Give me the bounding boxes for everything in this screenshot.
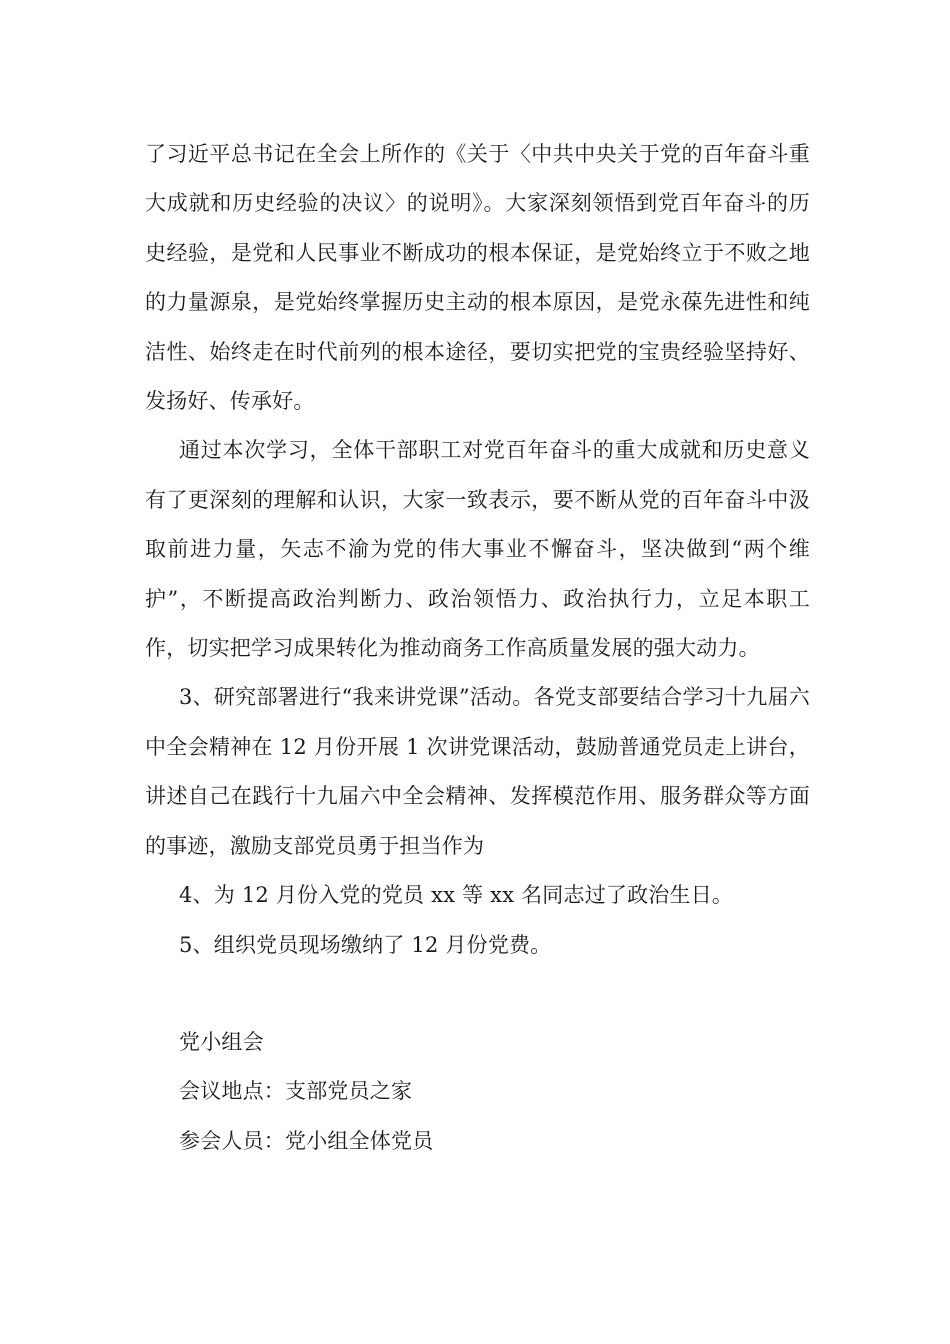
section-spacer [145,970,810,1018]
paragraph-continued: 了习近平总书记在全会上所作的《关于〈中共中央关于党的百年奋斗重大成就和历史经验的决议〉的说明》。大家深刻领悟到党百年奋斗的历史经验，是党和人民事业不断成功的根本保证，是党始终立于不败之地的力量源泉，是党始终掌握历史主动的根本原因，是党永葆先进性和纯洁性、始终走在时代前列的根本途径，要切实把党的宝贵经验坚持好、发扬好、传承好。 [145,142,810,414]
paragraph-item-3: 3、研究部署进行“我来讲党课”活动。各党支部要结合学习十九届六中全会精神在 12 月份开展 1 次讲党课活动，鼓励普通党员走上讲台，讲述自己在践行十九届六中全会精神、发挥模范作用、服务群众等方面的事迹，激励支部党员勇于担当作为 [145,685,810,858]
paragraph-item-4: 4、为 12 月份入党的党员 xx 等 xx 名同志过了政治生日。 [179,883,734,908]
document-body [145,130,810,1166]
paragraph-study-summary: 通过本次学习，全体干部职工对党百年奋斗的重大成就和历史意义有了更深刻的理解和认识，大家一致表示，要不断从党的百年奋斗中汲取前进力量，矢志不渝为党的伟大事业不懈奋斗，坚决做到“两个维护”，不断提高政治判断力、政治领悟力、政治执行力，立足本职工作，切实把学习成果转化为推动商务工作高质量发展的强大动力。 [145,438,810,661]
meeting-attendees: 参会人员：党小组全体党员 [179,1128,434,1153]
meeting-location: 会议地点：支部党员之家 [179,1079,413,1104]
section-title: 党小组会 [179,1029,264,1054]
paragraph-item-5: 5、组织党员现场缴纳了 12 月份党费。 [179,932,552,957]
